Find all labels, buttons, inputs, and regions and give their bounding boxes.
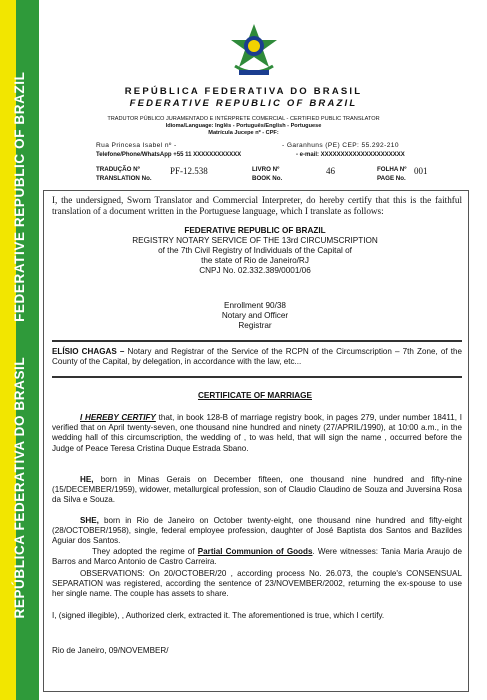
translation-number: PF-12.538 (170, 166, 208, 176)
title-pt: REPÚBLICA FEDERATIVA DO BRASIL (124, 86, 363, 97)
observations-paragraph: OBSERVATIONS: On 20/OCTOBER/20 , according process No. 26.073, the couple's CONSENSUAL SEPARATION was registered, according the sentence of 23/NOVEMBER/2002, returning the ex-spouse to use her single name. The couple has assets to share. (52, 569, 462, 599)
notary-text: Notary and Registrar of the Service of the RCPN of the Circumscription – 7th Zone, of the County of the Capital, by delegation, in accordance with the law, etc... (52, 347, 463, 367)
book-number: 46 (326, 166, 335, 176)
certify-paragraph (52, 413, 462, 454)
phone-line: Telefone/Phone/WhatsApp +55 11 XXXXXXXXXXXX (96, 152, 242, 158)
title-en: FEDERATIVE REPUBLIC OF BRAZIL (129, 98, 358, 109)
doc-heading-2: REGISTRY NOTARY SERVICE OF THE 13rd CIRCUMSCRIPTION (132, 236, 378, 245)
address-left: Rua Princesa Isabel nº - (96, 142, 177, 149)
folha-label: FOLHA Nº (377, 166, 407, 173)
he-text: born in Minas Gerais on December fifteen, one thousand nine hundred and fifty-nine (15/DECEMBER/1959), widower, metallurgical profession, son of Claudio Claudino de Souza and Juversina Rosa da Silva e Souza. (52, 475, 462, 505)
registration-line: Matrícula Jucepe nº - CPF: (208, 130, 279, 136)
he-lead: HE, (80, 475, 94, 484)
email-line: - e-mail: XXXXXXXXXXXXXXXXXXXXX (296, 152, 405, 158)
regime-text-b: . Were witnesses: Tania Maria Araujo de Barros and Marco Antonio de Castro Carreira. (52, 547, 462, 567)
address-right: - Garanhuns (PE) CEP: 55.292-210 (282, 142, 399, 149)
doc-heading-4: the state of Rio de Janeiro/RJ (201, 256, 309, 265)
traducao-label: TRADUÇÃO Nº (96, 166, 140, 173)
language-line: Idioma/Language: Inglês - Português/English - Portuguese (165, 123, 322, 129)
livro-label: LIVRO Nº (252, 166, 280, 173)
enrollment: Enrollment 90/38 (224, 301, 286, 310)
page-number: 001 (414, 166, 428, 176)
certify-text: that, in book 128-B of marriage registry book, in pages 279, under number 18411, I verified that on April twenty-seven, one thousand nine hundred and ninety (27/APRIL/1990), at 10:00 a.m., in the wedding hall of this circumscription, the wedding of , to was held, that will sign the name , occurred before the Judge of Peace Teresa Cristina Duque Estrada Sbano. (52, 413, 463, 453)
she-lead: SHE, (80, 516, 99, 525)
translator-line: TRADUTOR PÚBLICO JURAMENTADO E INTÉRPRETE COMERCIAL - CERTIFIED PUBLIC TRANSLATOR (107, 116, 380, 122)
translator-intro: I, the undersigned, Sworn Translator and Commercial Interpreter, do hereby certify that this is the faithful translation of a document written in the Portuguese language, which I translate as follows: (52, 195, 462, 217)
registrar: Registrar (238, 321, 272, 330)
doc-heading-5: CNPJ No. 02.332.389/0001/06 (199, 266, 311, 275)
doc-heading-3: of the 7th Civil Registry of Individuals of the Capital of (158, 246, 352, 255)
she-text: born in Rio de Janeiro on October twenty-eight, one thousand nine hundred and fifty-eight (28/OCTOBER/1958), single, federal employee profession, daughter of José Baptista dos Santos and Bazildes Aguiar dos Santos. (52, 516, 462, 546)
he-paragraph (52, 475, 462, 506)
coat-of-arms-icon (229, 22, 279, 80)
regime-paragraph (52, 547, 462, 567)
clerk-paragraph: I, (signed illegible), , Authorized clerk, extracted it. The aforementioned is true, which I certify. (52, 611, 385, 620)
notary-officer: Notary and Officer (221, 311, 289, 320)
certificate-title: CERTIFICATE OF MARRIAGE (197, 391, 312, 400)
page-label: PAGE No. (377, 175, 406, 182)
doc-heading-1: FEDERATIVE REPUBLIC OF BRAZIL (184, 226, 326, 235)
she-paragraph (52, 516, 462, 547)
divider-top (52, 340, 462, 343)
closing-date: Rio de Janeiro, 09/NOVEMBER/ (52, 646, 169, 655)
regime-text-a: They adopted the regime of (92, 547, 195, 556)
notary-name: ELÍSIO CHAGAS – (52, 347, 125, 356)
sidebar-text: REPÚBLICA FEDERATIVA DO BRASIL FEDERATIVE REPUBLIC OF BRAZIL (12, 71, 27, 619)
translation-label: TRANSLATION No. (96, 175, 152, 182)
notary-paragraph (52, 347, 462, 367)
book-label: BOOK No. (252, 175, 283, 182)
divider-bottom (52, 376, 462, 379)
regime-name: Partial Communion of Goods (197, 547, 313, 556)
certify-lead: I HEREBY CERTIFY (80, 413, 156, 422)
